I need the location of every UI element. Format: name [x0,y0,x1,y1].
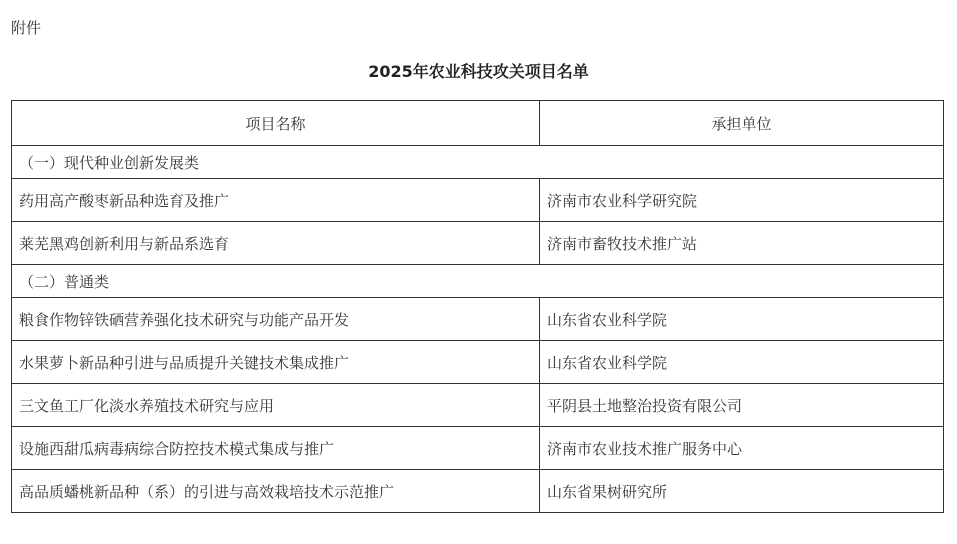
category-label: （二）普通类 [12,265,944,298]
table-row [12,222,944,265]
table-row [12,470,944,513]
project-name-cell: 粮食作物锌铁硒营养强化技术研究与功能产品开发 [12,298,540,341]
unit-cell: 济南市农业技术推广服务中心 [540,427,944,470]
table-row [12,298,944,341]
table-row [12,384,944,427]
unit-cell: 山东省农业科学院 [540,298,944,341]
unit-cell: 山东省农业科学院 [540,341,944,384]
category-label: （一）现代种业创新发展类 [12,146,944,179]
project-name-cell: 药用高产酸枣新品种选育及推广 [12,179,540,222]
project-name-cell: 莱芜黑鸡创新利用与新品系选育 [12,222,540,265]
project-name-cell: 设施西甜瓜病毒病综合防控技术模式集成与推广 [12,427,540,470]
project-table [11,100,944,513]
unit-cell: 平阴县土地整治投资有限公司 [540,384,944,427]
table-row [12,341,944,384]
document-title: 2025年农业科技攻关项目名单 [368,62,589,81]
header-project-name: 项目名称 [12,101,540,146]
category-row [12,265,944,298]
attachment-label: 附件 [11,19,42,37]
project-name-cell: 水果萝卜新品种引进与品质提升关键技术集成推广 [12,341,540,384]
table-row [12,179,944,222]
table-row [12,427,944,470]
unit-cell: 山东省果树研究所 [540,470,944,513]
category-row [12,146,944,179]
table-header-row [12,101,944,146]
unit-cell: 济南市农业科学研究院 [540,179,944,222]
header-responsible-unit: 承担单位 [540,101,944,146]
unit-cell: 济南市畜牧技术推广站 [540,222,944,265]
project-name-cell: 高品质蟠桃新品种（系）的引进与高效栽培技术示范推广 [12,470,540,513]
project-name-cell: 三文鱼工厂化淡水养殖技术研究与应用 [12,384,540,427]
